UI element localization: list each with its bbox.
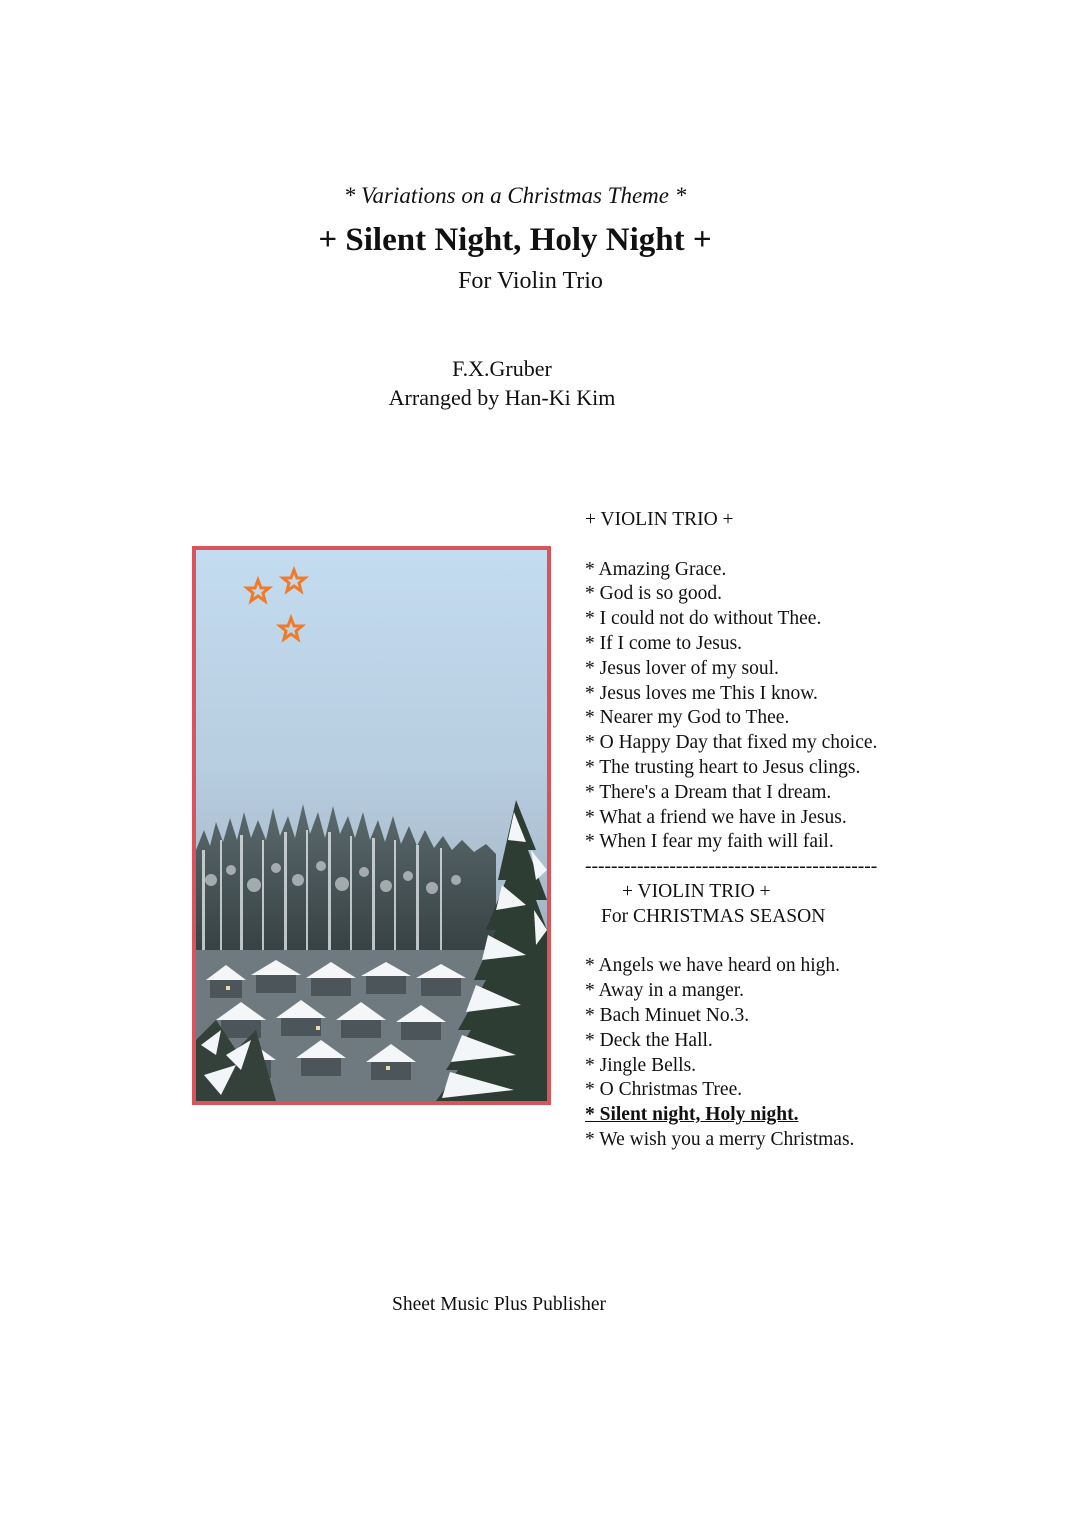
- list-item: * We wish you a merry Christmas.: [585, 1128, 855, 1150]
- list-item-current: * Silent night, Holy night.: [585, 1104, 799, 1126]
- list-item: * Nearer my God to Thee.: [585, 707, 790, 729]
- arranger: Arranged by Han-Ki Kim: [388, 385, 616, 410]
- list-item: * Away in a manger.: [585, 980, 745, 1002]
- list-item: * The trusting heart to Jesus clings.: [585, 756, 861, 778]
- cover-photo: [192, 546, 551, 1105]
- list-item: * I could not do without Thee.: [585, 608, 822, 630]
- list-item: * What a friend we have in Jesus.: [585, 806, 847, 828]
- list-item: * Amazing Grace.: [585, 558, 727, 580]
- catalog-subheading: For CHRISTMAS SEASON: [601, 905, 826, 927]
- catalog-list: [585, 508, 877, 1153]
- publisher: Sheet Music Plus Publisher: [392, 1294, 606, 1315]
- page-title: + Silent Night, Holy Night +: [318, 222, 712, 258]
- divider: ---------------------------------------------: [585, 856, 878, 878]
- series-title: * Variations on a Christmas Theme *: [343, 183, 687, 208]
- list-item: * Angels we have heard on high.: [585, 955, 841, 977]
- list-item: * Jesus loves me This I know.: [585, 682, 818, 704]
- list-item: * Jingle Bells.: [585, 1054, 697, 1076]
- catalog-heading: + VIOLIN TRIO +: [585, 509, 734, 530]
- list-item: * O Christmas Tree.: [585, 1079, 743, 1101]
- list-item: * Jesus lover of my soul.: [585, 657, 779, 679]
- list-item: * If I come to Jesus.: [585, 632, 743, 654]
- list-item: * O Happy Day that fixed my choice.: [585, 732, 878, 754]
- catalog-heading: + VIOLIN TRIO +: [622, 880, 771, 902]
- list-item: * Bach Minuet No.3.: [585, 1004, 750, 1026]
- subtitle: For Violin Trio: [458, 268, 603, 294]
- list-item: * Deck the Hall.: [585, 1029, 713, 1051]
- list-item: * There's a Dream that I dream.: [585, 781, 832, 803]
- composer: F.X.Gruber: [452, 356, 552, 381]
- star-icon: [247, 570, 305, 639]
- list-item: * God is so good.: [585, 583, 723, 605]
- list-item: * When I fear my faith will fail.: [585, 831, 834, 853]
